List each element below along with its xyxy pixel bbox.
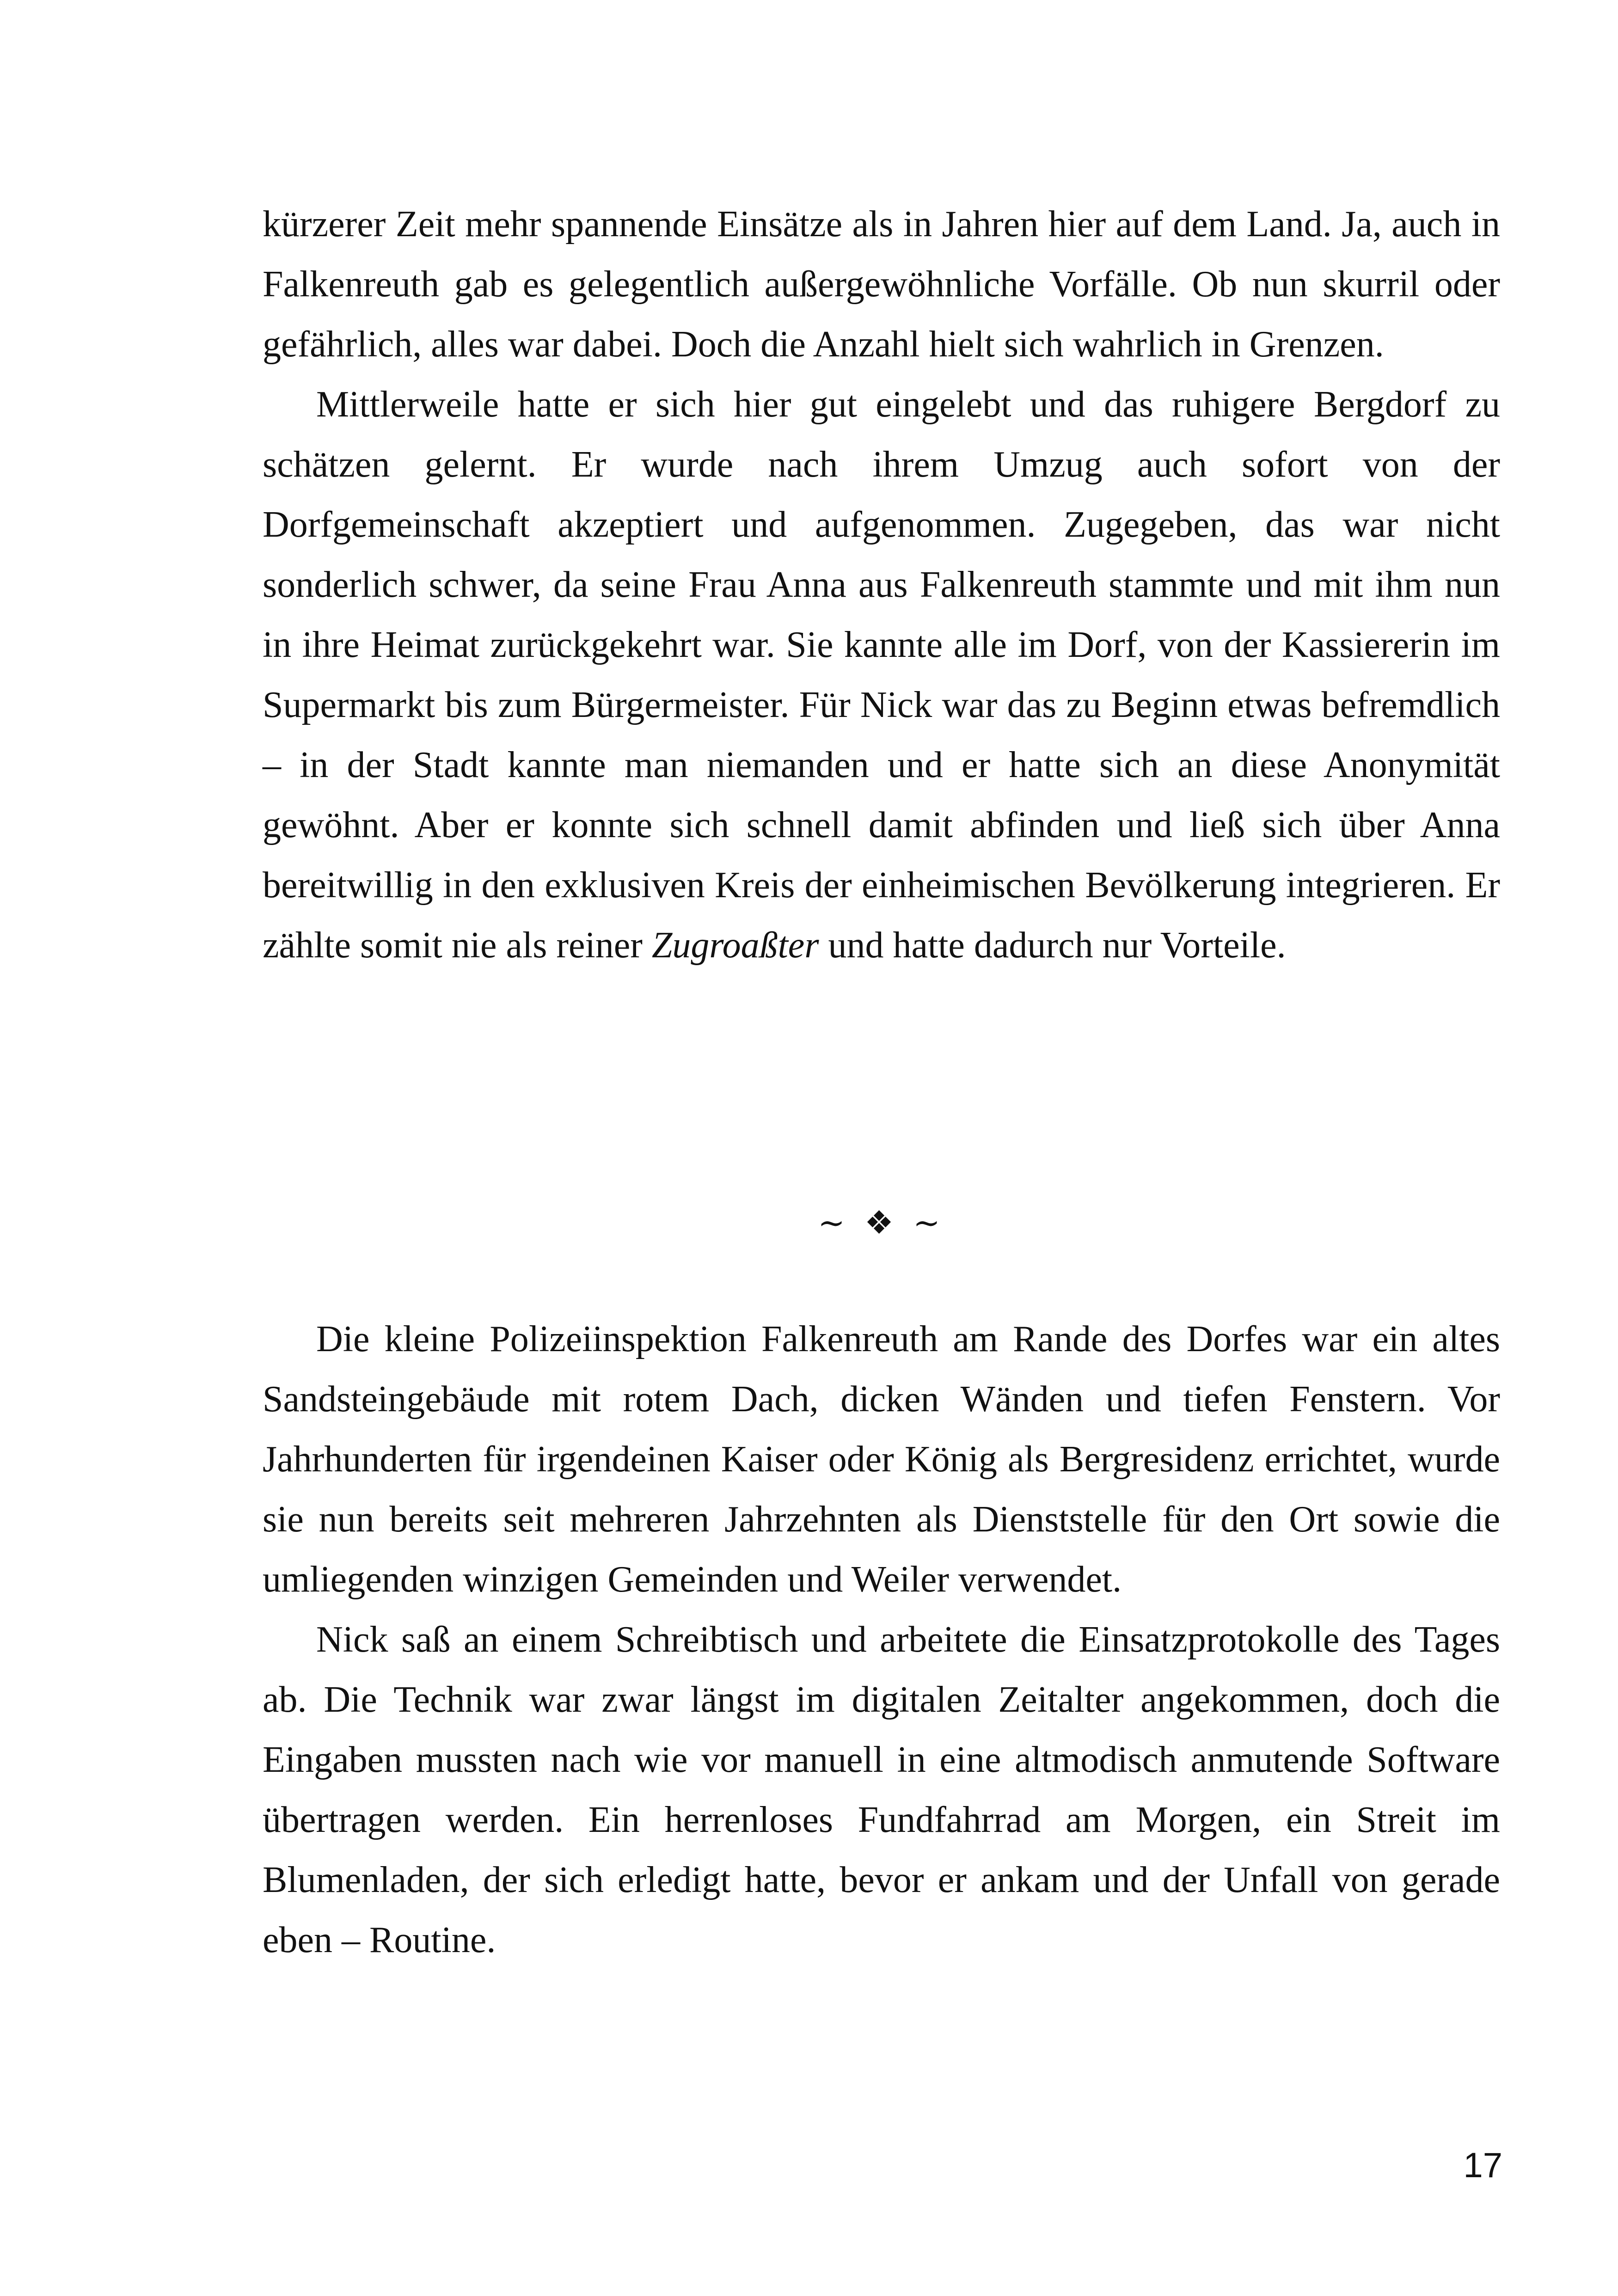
text-block-before-separator [263,194,1500,975]
paragraph [263,1309,1500,1610]
paragraph-continued [263,194,1500,374]
page-number: 17 [1463,2146,1502,2185]
paragraph-text: kürzerer Zeit mehr spannende Einsätze als in Jahren hier auf dem Land. Ja, auch in Falkenreuth gab es gelegentlich außergewöhnliche Vorfälle. Ob nun skurril oder gefährlich, alles war dabei. Doch die Anzahl hielt sich wahrlich in Grenzen. [263,204,1500,365]
paragraph [263,1610,1500,1970]
paragraph-text: Die kleine Polizeiinspektion Falkenreuth am Rande des Dorfes war ein altes Sandsteingebäude mit rotem Dach, dicken Wänden und tiefen Fenstern. Vor Jahrhunderten für irgendeinen Kaiser oder König als Bergresidenz errichtet, wurde sie nun bereits seit mehreren Jahrzehnten als Dienststelle für den Ort sowie die umliegenden winzigen Gemeinden und Weiler verwendet. [263,1319,1500,1600]
paragraph-text: Nick saß an einem Schreibtisch und arbeitete die Einsatzprotokolle des Tages ab. Die Technik war zwar längst im digitalen Zeitalter angekommen, doch die Eingaben mussten nach wie vor manuell in eine altmodisch anmutende Software übertragen werden. Ein herrenloses Fundfahrrad am Morgen, ein Streit im Blumenladen, der sich erledigt hatte, bevor er ankam und der Unfall von gerade eben – Routine. [263,1619,1500,1960]
paragraph-text-tail: und hatte dadurch nur Vorteile. [828,925,1286,966]
scene-break-ornament: ~ ❖ ~ [818,1204,945,1242]
text-block-after-separator [263,1309,1500,1970]
paragraph [263,374,1500,975]
dialect-word: Zugroaßter [651,925,819,966]
paragraph-text: Mittlerweile hatte er sich hier gut eingelebt und das ruhigere Bergdorf zu schätzen gelernt. Er wurde nach ihrem Umzug auch sofort von der Dorfgemeinschaft akzeptiert und aufgenommen. Zugegeben, das war nicht sonderlich schwer, da seine Frau Anna aus Falkenreuth stammte und mit ihm nun in ihre Heimat zurückgekehrt war. Sie kannte alle im Dorf, von der Kassiererin im Supermarkt bis zum Bürgermeister. Für Nick war das zu Beginn etwas befremdlich – in der Stadt kannte man niemanden und er hatte sich an diese Anonymität gewöhnt. Aber er konnte sich schnell damit abfinden und ließ sich über Anna bereitwillig in den exklusiven Kreis der einheimischen Bevölkerung integrieren. Er zählte somit nie als reiner [263,384,1500,966]
